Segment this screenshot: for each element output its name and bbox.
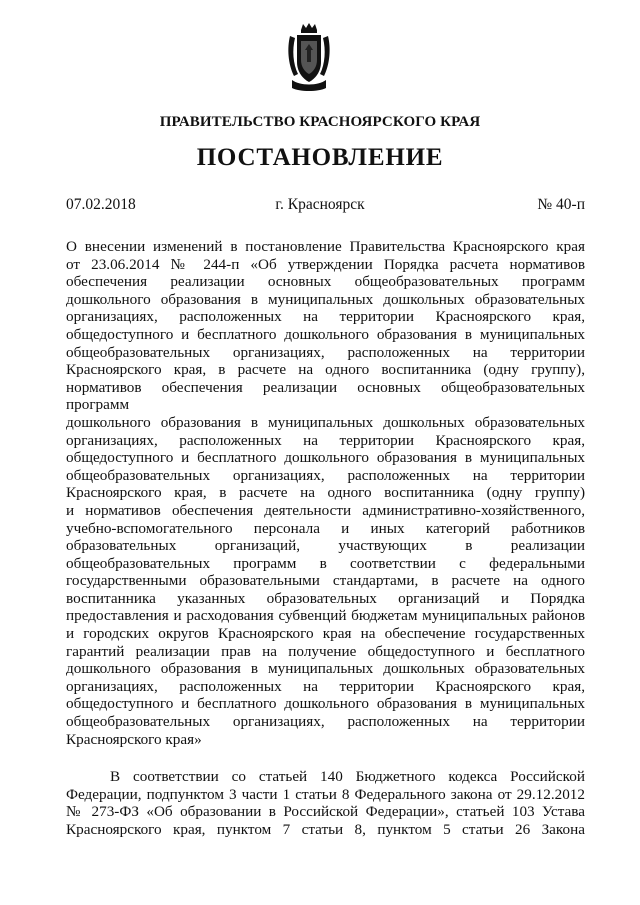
subject-line: организациях, расположенных на территории Красноярского края,	[66, 677, 585, 695]
subject-line: общеобразовательных организациях, расположенных на территории	[66, 713, 585, 731]
subject-line: предоставления и расходования субвенций бюджетам муниципальных районов	[66, 607, 585, 625]
subject-line: учебно-вспомогательного персонала и иных категорий работников	[66, 519, 585, 537]
subject-line: общеобразовательных организациях, расположенных на территории	[66, 343, 585, 361]
subject-line: общеобразовательных организациях, расположенных на территории	[66, 466, 585, 484]
subject-line: организациях, расположенных на территории Красноярского края,	[66, 431, 585, 449]
organization-name: ПРАВИТЕЛЬСТВО КРАСНОЯРСКОГО КРАЯ	[159, 114, 481, 130]
document-type-title: ПОСТАНОВЛЕНИЕ	[196, 144, 444, 171]
subject-line: образовательных организаций, участвующих в реализации	[66, 537, 585, 555]
subject-line: государственными образовательными стандартами, в расчете на одного	[66, 572, 585, 590]
subject-line: общеобразовательных программ в соответствии с федеральными	[66, 554, 585, 572]
subject-line: нормативов обеспечения реализации основных общеобразовательных программ	[66, 378, 585, 414]
subject-line: Красноярского края, в расчете на одного воспитанника (одну группу),	[66, 361, 585, 379]
subject-line: воспитанника указанных образовательных организаций и Порядка	[66, 589, 585, 607]
subject-line: дошкольного образования в муниципальных дошкольных образовательных	[66, 660, 585, 678]
body-paragraph: В соответствии со статьей 140 Бюджетного кодекса Российской Федерации, подпунктом 3 части 1 статьи 8 Федерального закона от 29.12.2012 № 273-ФЗ «Об образовании в Российской Федерации», статьей 103 Устава Красноярского края, пунктом 7 статьи 8, пунктом 5 статьи 26 Закона	[66, 768, 585, 838]
document-date: 07.02.2018	[66, 196, 136, 213]
subject-line: гарантий реализации прав на получение общедоступного и бесплатного	[66, 642, 585, 660]
subject-line: Красноярского края»	[66, 730, 202, 748]
document-number: № 40-п	[537, 196, 585, 213]
subject-line: обеспечения реализации основных общеобразовательных программ	[66, 273, 585, 291]
subject-line: дошкольного образования в муниципальных дошкольных образовательных	[66, 413, 585, 431]
subject-line: Красноярского края, в расчете на одного воспитанника (одну группу)	[66, 484, 585, 502]
subject-line: и городских округов Красноярского края на обеспечение государственных	[66, 625, 585, 643]
subject-line: общедоступного и бесплатного дошкольного образования в муниципальных	[66, 449, 585, 467]
subject-line: и нормативов обеспечения деятельности административно-хозяйственного,	[66, 501, 585, 519]
subject-line: дошкольного образования в муниципальных дошкольных образовательных	[66, 290, 585, 308]
document-subject	[66, 238, 585, 748]
subject-line: общедоступного и бесплатного дошкольного образования в муниципальных	[66, 695, 585, 713]
subject-line: общедоступного и бесплатного дошкольного образования в муниципальных	[66, 325, 585, 343]
subject-line: О внесении изменений в постановление Правительства Красноярского края	[66, 238, 585, 255]
coat-of-arms-icon	[286, 22, 332, 94]
document-city: г. Красноярск	[275, 196, 365, 213]
subject-line: организациях, расположенных на территории Красноярского края,	[66, 308, 585, 326]
subject-line: от 23.06.2014 № 244-п «Об утверждении Порядка расчета нормативов	[66, 255, 585, 273]
